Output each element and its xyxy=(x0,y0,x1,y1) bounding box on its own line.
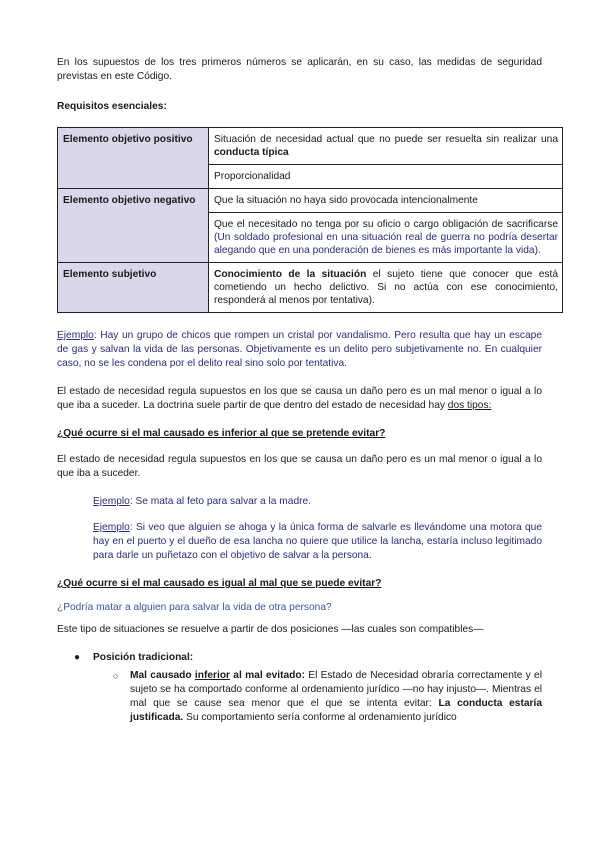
example-text: : Hay un grupo de chicos que rompen un cristal por vandalismo. Pero resulta que hay un escape de gas y salvan la vida de las personas. Objetivamente es un delito pero subjetivamente no. En cualquier caso, no se les condena por el delito real sino solo por tentativa. xyxy=(57,330,542,369)
cell-example-text: (Un soldado profesional en una situación real de guerra no podría desertar alegando que en una ponderación de bienes es más importante la vida). xyxy=(214,232,558,256)
sub1-bold2: al mal evitado: xyxy=(230,670,305,681)
list-item xyxy=(57,651,542,665)
example-text: : Si veo que alguien se ahoga y la única forma de salvarle es llevándome una motora que hay en el puerto y el dueño de esa lancha no quiere que utilice la lancha, estaría incluso legitimado para darle un puñetazo con el objetivo de salvar a la persona. xyxy=(93,522,542,561)
sub1-body: El Estado de Necesidad obraría correctamente y el sujeto se ha comportado conforme al ordenamiento jurídico —no hay injusto—. Mientras el mal que se cause sea menor que el que se intenta evitar: xyxy=(130,670,542,709)
table-cell: Proporcionalidad xyxy=(209,165,563,189)
example-label: Ejemplo xyxy=(93,522,130,533)
question1-heading: ¿Qué ocurre si el mal causado es inferior al que se pretende evitar? xyxy=(57,428,386,439)
table-row xyxy=(58,128,563,165)
para2-underlined: dos tipos: xyxy=(447,400,492,411)
question2-heading: ¿Qué ocurre si el mal causado es igual al mal que se puede evitar? xyxy=(57,578,382,589)
example-text: : Se mata al feto para salvar a la madre. xyxy=(129,496,312,507)
sub1-bold3: La conducta estaría justificada. xyxy=(130,698,542,723)
example-label: Ejemplo xyxy=(93,496,130,507)
sub1-body2: Su comportamiento sería conforme al ordenamiento jurídico xyxy=(183,712,457,723)
requisitos-heading: Requisitos esenciales: xyxy=(57,101,167,112)
table-cell xyxy=(209,213,563,263)
example2-paragraph xyxy=(93,495,542,509)
sub1-bold: Mal causado xyxy=(130,670,195,681)
table-cell xyxy=(209,128,563,165)
requisitos-table xyxy=(57,127,563,313)
question3: ¿Podría matar a alguien para salvar la vida de otra persona? xyxy=(57,602,332,613)
para3: El estado de necesidad regula supuestos en los que se causa un daño pero es un mal menor o igual a lo que iba a suceder. xyxy=(57,454,542,479)
cell-text: Situación de necesidad actual que no puede ser resuelta sin realizar una xyxy=(214,134,558,145)
para2 xyxy=(57,385,542,413)
row3-label: Elemento subjetivo xyxy=(58,263,209,313)
cell-text: el sujeto tiene que conocer que está cometiendo un hecho delictivo. Si no actúa con ese conocimiento, responderá al menos por tentativa). xyxy=(214,269,559,306)
table-cell xyxy=(209,263,563,313)
table-cell: Que la situación no haya sido provocada intencionalmente xyxy=(209,189,563,213)
list-item xyxy=(57,669,542,725)
example3-paragraph xyxy=(93,521,542,563)
table-row xyxy=(58,263,563,313)
intro-paragraph: En los supuestos de los tres primeros números se aplicarán, en su caso, las medidas de seguridad previstas en este Código. xyxy=(57,57,542,82)
sub1-underlined: inferior xyxy=(194,670,231,681)
row1-label: Elemento objetivo positivo xyxy=(58,128,209,189)
cell-bold-text: conducta típica xyxy=(214,147,289,158)
row2-label: Elemento objetivo negativo xyxy=(58,189,209,263)
document-page xyxy=(57,56,559,725)
bullet-dot-icon: ● xyxy=(74,652,81,663)
cell-bold-text: Conocimiento de la situación xyxy=(214,269,367,280)
hollow-circle-icon: ○ xyxy=(113,671,119,681)
example1-paragraph xyxy=(57,329,542,371)
para4: Este tipo de situaciones se resuelve a partir de dos posiciones —las cuales son compatibles— xyxy=(57,624,484,635)
sub1-text xyxy=(130,669,542,725)
table-row xyxy=(58,189,563,213)
bullet1-text: Posición tradicional: xyxy=(93,652,194,663)
example-label: Ejemplo xyxy=(57,330,94,341)
cell-text: Que el necesitado no tenga por su oficio o cargo obligación de sacrificarse xyxy=(214,219,558,230)
para2-text: El estado de necesidad regula supuestos en los que se causa un daño pero es un mal menor o igual a lo que iba a suceder. La doctrina suele partir de que dentro del estado de necesidad hay xyxy=(57,386,542,411)
